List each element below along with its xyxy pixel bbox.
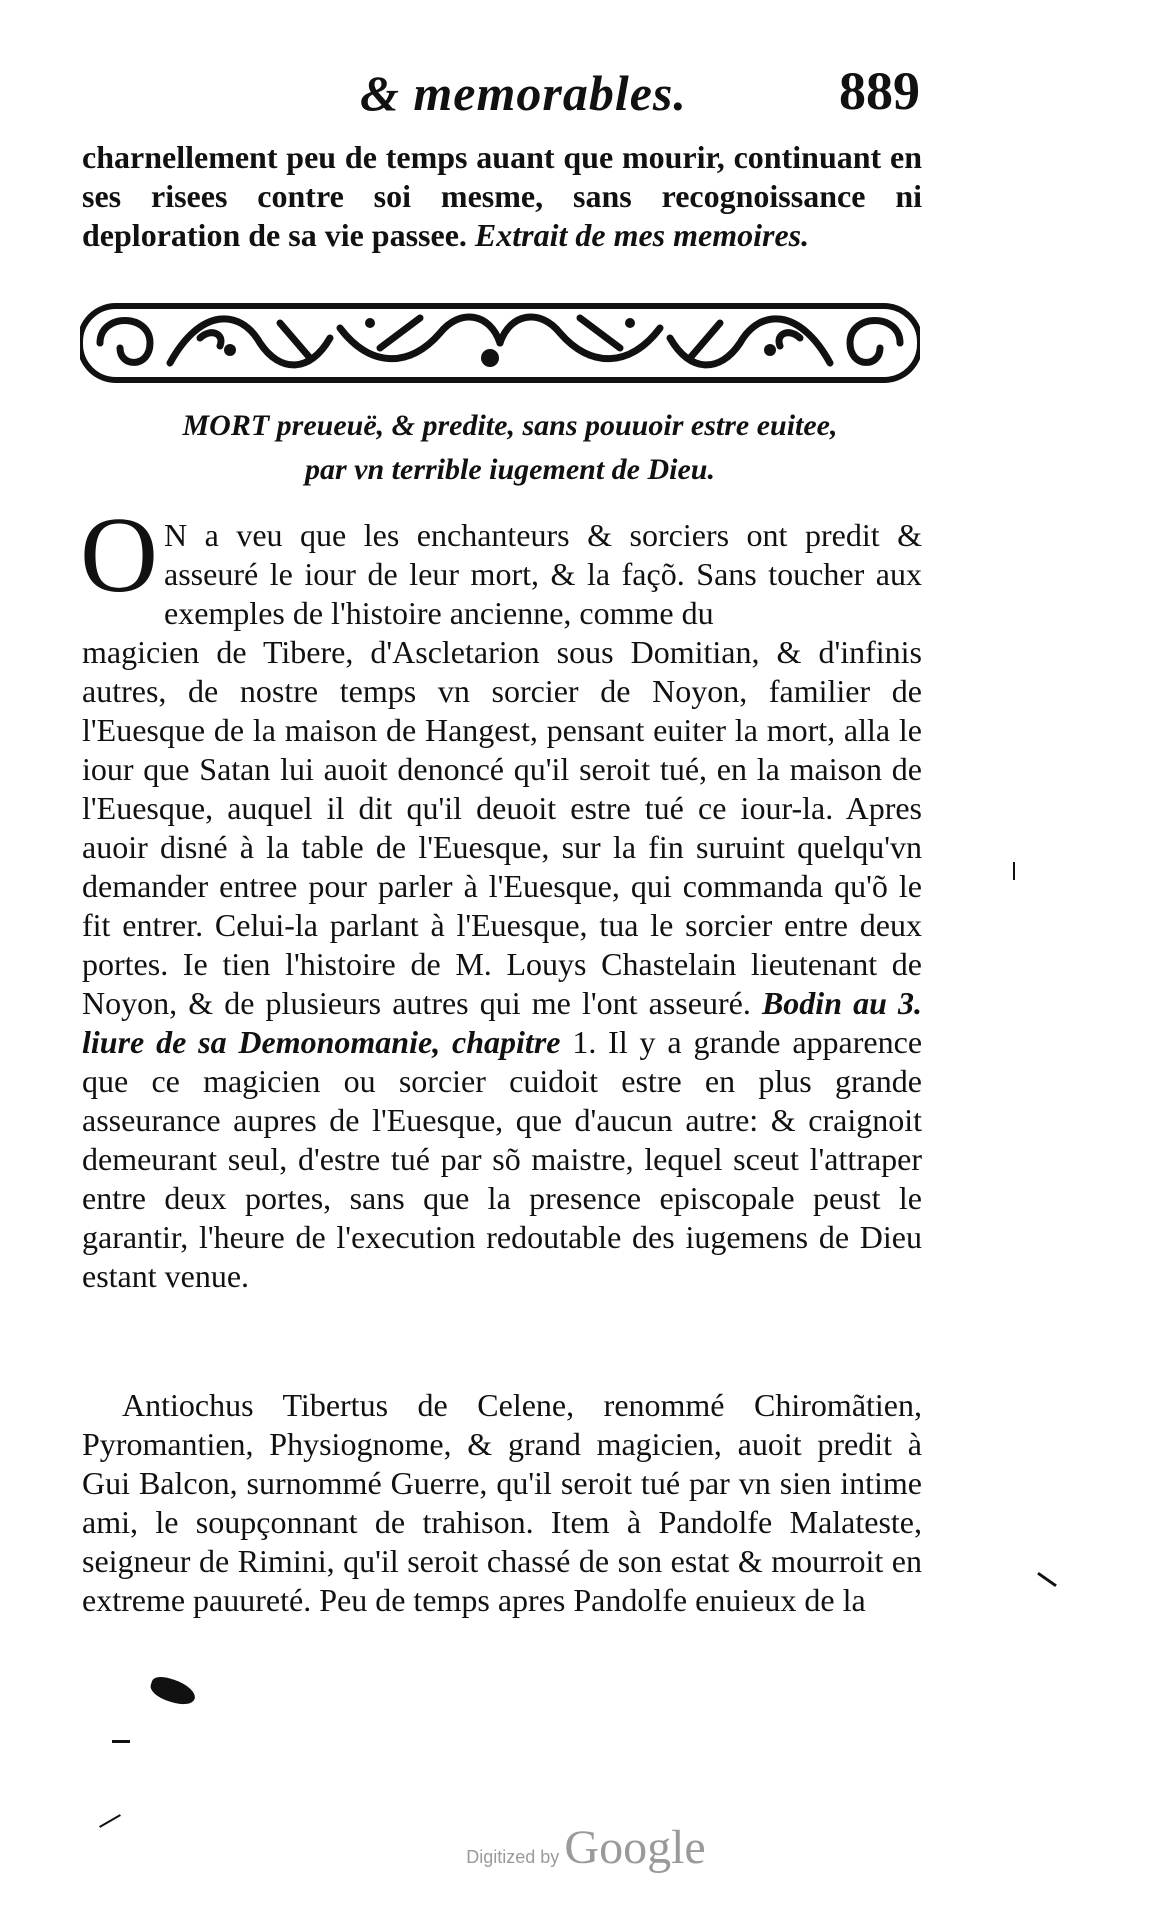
scan-mark bbox=[112, 1740, 130, 1743]
main-paragraph-lead-in: N a veu que les enchanteurs & sorciers ont predit & asseuré le iour de leur mort, & la façõ. Sans toucher aux exemples de l'histoire ancienne, comme du bbox=[164, 517, 922, 631]
ink-blot bbox=[148, 1673, 199, 1708]
main-paragraph-text: magicien de Tibere, d'Ascletarion sous Domitian, & d'infinis autres, de nostre temps vn sorcier de Noyon, familier de l'Euesque de la maison de Hangest, pensant euiter la mort, alla le iour que Satan lui auoit denoncé qu'il seroit tué, en la maison de l'Euesque, auquel il dit qu'il deuoit estre tué ce iour-la. Apres auoir disné à la table de l'Euesque, sur la fin suruint quelqu'vn demander entree pour parler à l'Euesque, qui commanda qu'õ le fit entrer. Celui-la parlant à l'Euesque, tua le sorcier entre deux portes. Ie tien l'histoire de M. Louys Chastelain lieutenant de Noyon, & de plusieurs autres qui me l'ont asseuré. bbox=[82, 634, 922, 1021]
drop-cap: O bbox=[80, 496, 158, 615]
top-paragraph-text: charnellement peu de temps auant que mourir, continuant en ses risees contre soi mesme, sans recognoissance ni deploration de sa vie passee. bbox=[82, 139, 922, 253]
section-heading-line-1: MORT preueuë, & predite, sans pouuoir estre euitee, bbox=[182, 409, 838, 442]
scrollwork-ornament bbox=[80, 288, 920, 388]
digitized-by-text: Digitized by bbox=[466, 1847, 560, 1867]
main-paragraph-continuation: 1. Il y a grande apparence que ce magicien ou sorcier cuidoit estre en plus grande asseurance aupres de l'Euesque, que d'aucun autre: & craignoit demeurant seul, d'estre tué par sõ maistre, lequel sceut l'attraper entre deux portes, sans que la presence episcopale peust le garantir, l'heure de l'execution redoutable des iugemens de Dieu estant venue. bbox=[82, 1024, 923, 1294]
section-heading bbox=[120, 404, 900, 492]
top-paragraph-source: Extrait de mes memoires. bbox=[474, 217, 810, 253]
google-logo-text: Google bbox=[564, 1821, 706, 1874]
section-heading-line-2: par vn terrible iugement de Dieu. bbox=[305, 453, 715, 486]
top-paragraph bbox=[82, 138, 922, 255]
running-head bbox=[360, 60, 920, 130]
digitized-by-google-watermark bbox=[0, 1820, 1172, 1875]
main-paragraph bbox=[82, 516, 922, 1296]
running-title: & memorables. bbox=[360, 65, 687, 121]
second-paragraph bbox=[82, 1386, 922, 1620]
page-number: 889 bbox=[839, 61, 920, 121]
scan-mark bbox=[1037, 1572, 1057, 1587]
main-paragraph-citation: Bodin au 3. liure de sa Demonomanie, chapitre bbox=[82, 985, 923, 1060]
scan-mark bbox=[1013, 862, 1015, 880]
second-paragraph-text: Antiochus Tibertus de Celene, renommé Chiromãtien, Pyromantien, Physiognome, & grand magicien, auoit predit à Gui Balcon, surnommé Guerre, qu'il seroit tué par vn sien intime ami, le soupçonnant de trahison. Item à Pandolfe Malateste, seigneur de Rimini, qu'il seroit chassé de son estat & mourroit en extreme pauureté. Peu de temps apres Pandolfe enuieux de la bbox=[82, 1387, 922, 1618]
